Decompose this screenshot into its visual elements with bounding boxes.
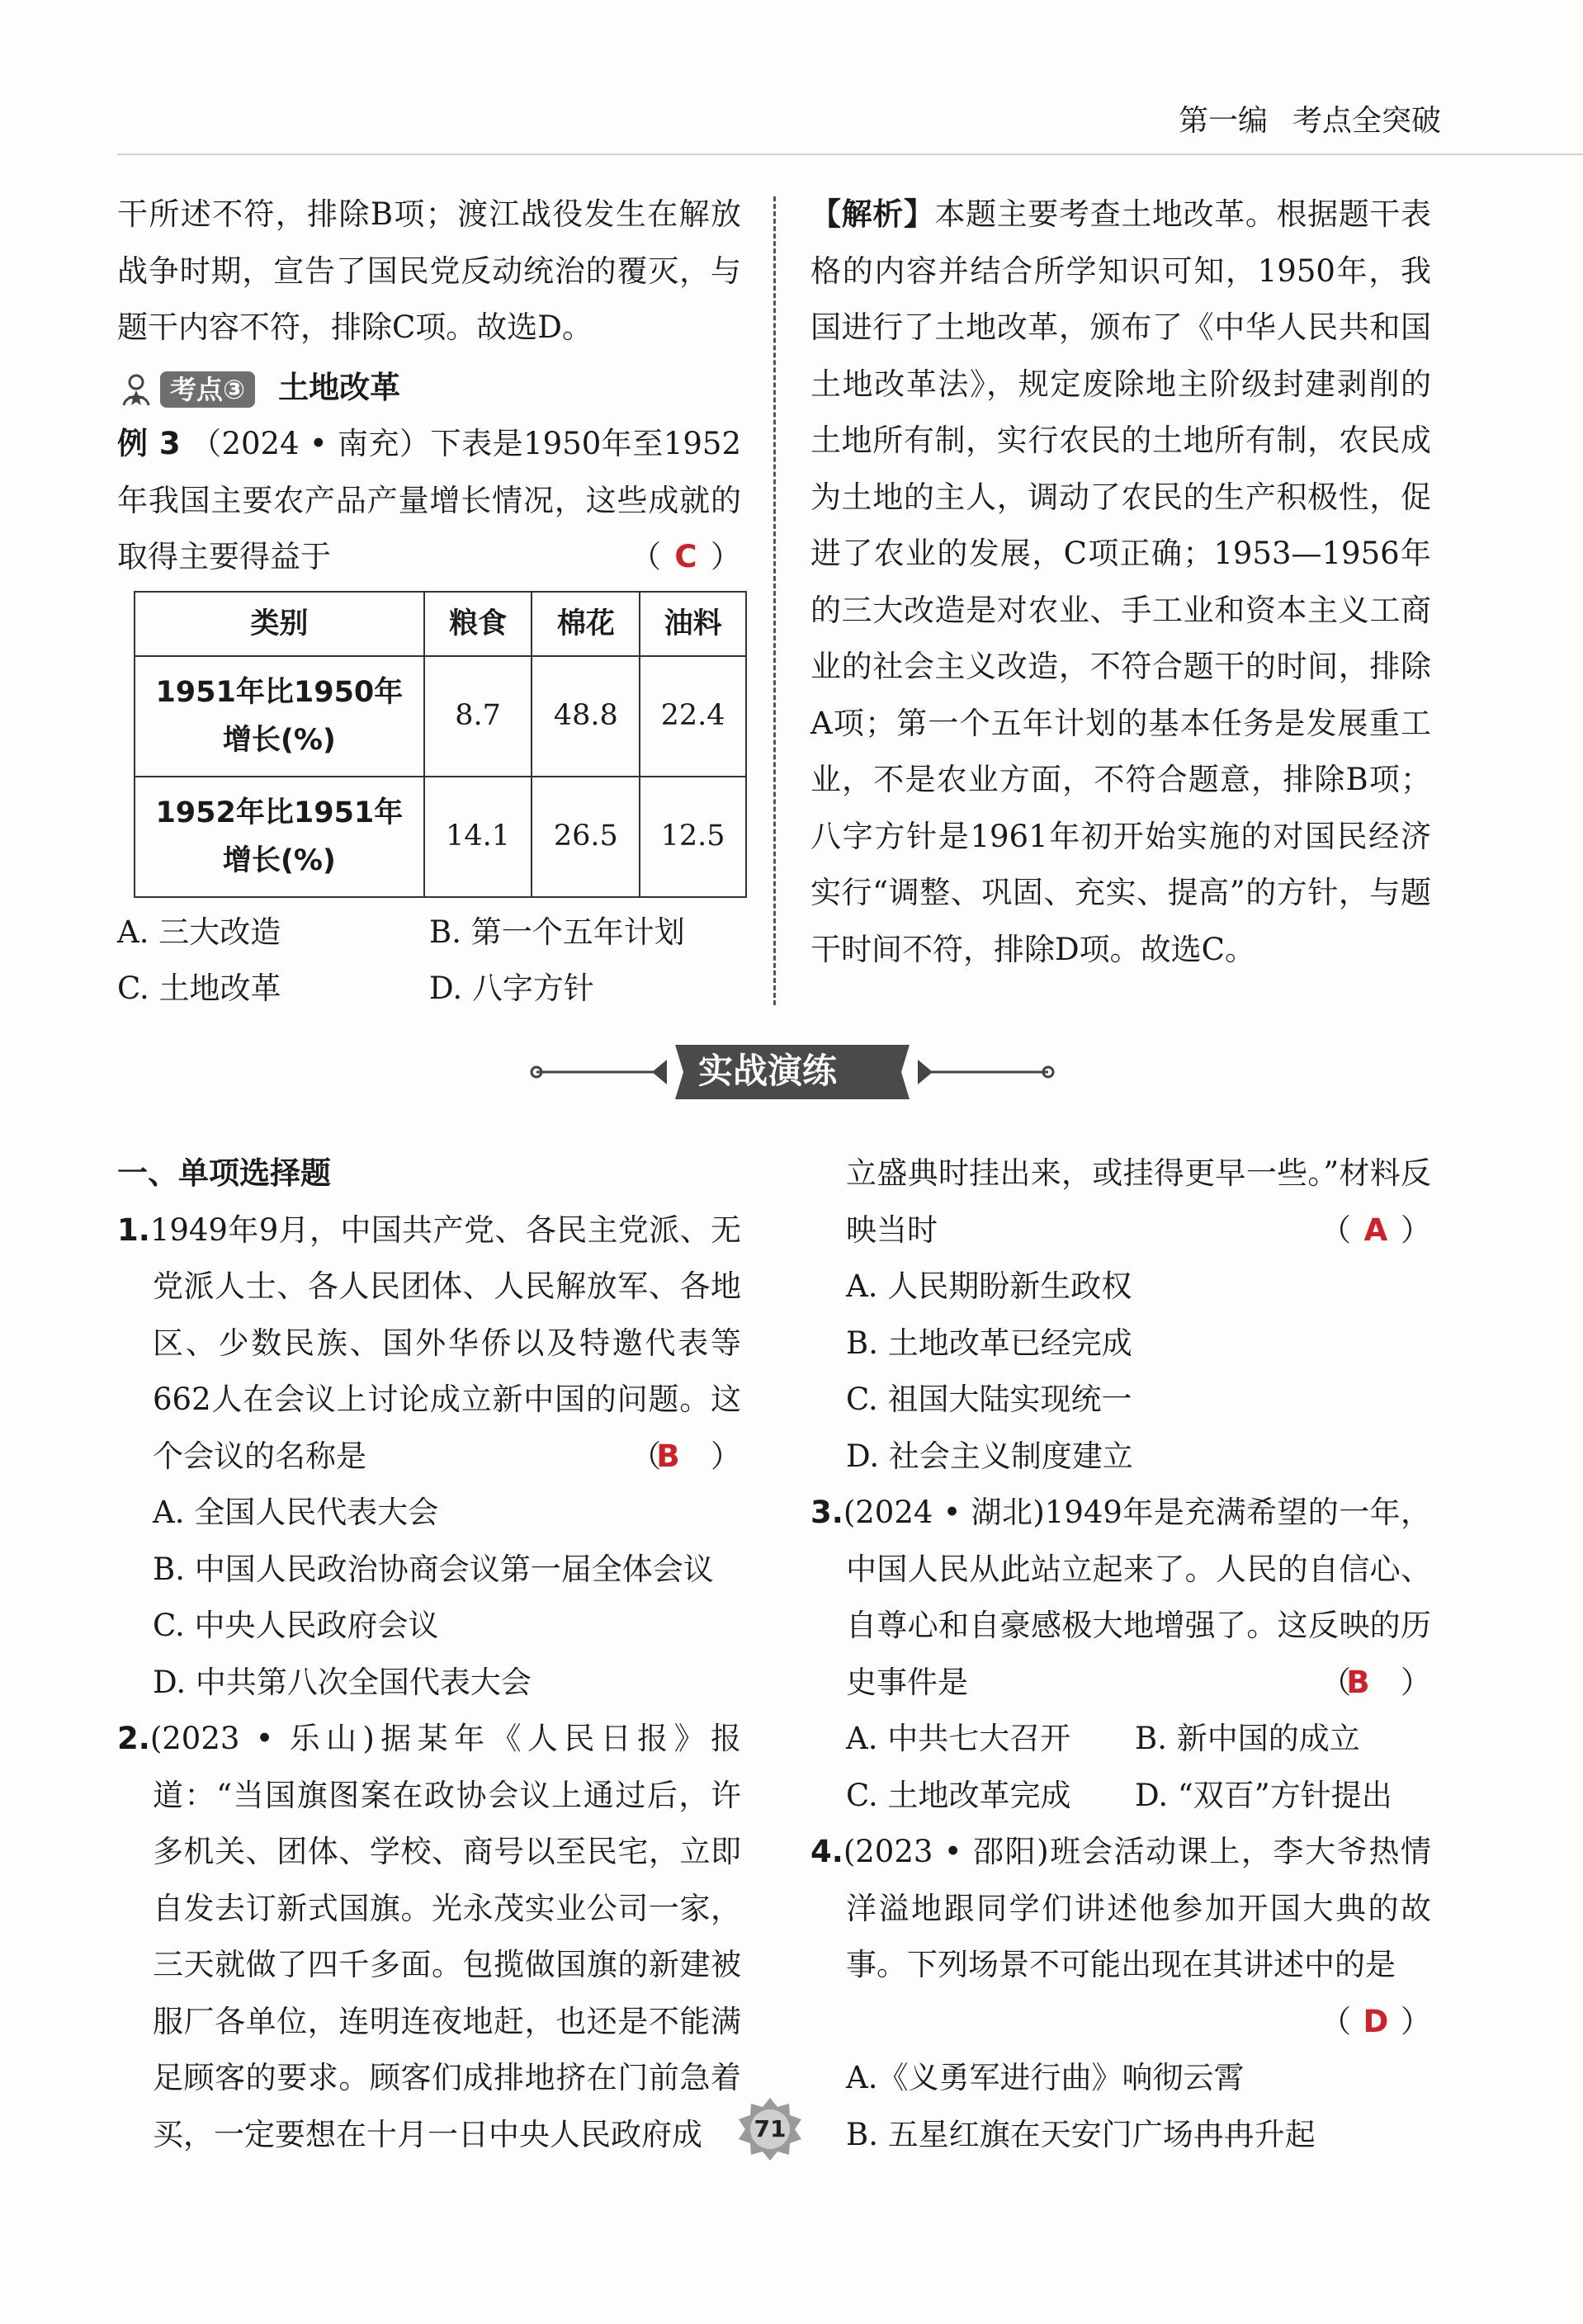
table-cell: 8.7 — [424, 656, 532, 777]
answer-paren: （ C ） — [631, 529, 741, 586]
q2-text-left: (2023 • 乐山)据某年《人民日报》报道：“当国旗图案在政协会议上通过后，许多机关、团体、学校、商号以至民宅，立即自发去订新式国旗。光永茂实业公司一家，三天就做了四千多面。包揽做国旗的新建被服厂各单位，连明连夜地赶，也还是不能满足顾客的要求。顾客们成排地挤在门前急着买，一定要想在十月一日中央人民政府成 — [149, 1721, 741, 2152]
answer-paren: （ A ） — [1321, 1202, 1431, 1259]
q2-number: 2. — [117, 1721, 150, 1756]
q1-number: 1. — [117, 1212, 150, 1248]
analysis-label: 【解析】 — [810, 196, 935, 232]
q2-option-c: C. 祖国大陆实现统一 — [846, 1382, 1132, 1417]
example-label: 例 3 — [117, 426, 181, 461]
q4-option-b: B. 五星红旗在天安门广场冉冉升起 — [846, 2116, 1316, 2152]
option-c: C. 土地改革 — [117, 971, 281, 1006]
q2-option-d: D. 社会主义制度建立 — [846, 1438, 1133, 1474]
q2-option-a: A. 人民期盼新生政权 — [846, 1268, 1132, 1304]
q1-text: 1949年9月，中国共产党、各民主党派、无党派人士、各人民团体、人民解放军、各地区、少数民族、国外华侨以及特邀代表等662人在会议上讨论成立新中国的问题。这个会议的名称是 — [149, 1212, 741, 1474]
answer-paren: （B ） — [666, 1429, 741, 1486]
page-number: 71 — [754, 2115, 787, 2142]
option-a: A. 三大改造 — [117, 914, 281, 950]
production-table — [134, 591, 747, 898]
analysis-text: 本题主要考查土地改革。根据题干表格的内容并结合所学知识可知，1950年，我国进行了土地改革，颁布了《中华人民共和国土地改革法》，规定废除地主阶级封建剥削的土地所有制，实行农民的土地所有制，农民成为土地的主人，调动了农民的生产积极性，促进了农业的发展，C项正确；1953—1956年的三大改造是对农业、手工业和资本主义工商业的社会主义改造，不符合题干的时间，排除A项；第一个五年计划的基本任务是发展重工业，不是农业方面，不符合题意，排除B项；八字方针是1961年初开始实施的对国民经济实行“调整、巩固、充实、提高”的方针，与题干时间不符，排除D项。故选C。 — [810, 196, 1432, 967]
right-top-column — [810, 187, 1431, 978]
row-label-line1: 1951年比1950年 — [155, 675, 404, 709]
running-header — [1179, 97, 1441, 139]
table-header-cell: 棉花 — [532, 592, 640, 656]
table-header-cell: 粮食 — [424, 592, 532, 656]
kaodian-badge: 考点③ — [160, 371, 255, 408]
q3-options-row — [810, 1768, 1431, 1825]
q4-number: 4. — [810, 1834, 843, 1869]
table-cell: 14.1 — [424, 777, 532, 897]
option-b: B. 第一个五年计划 — [429, 914, 685, 950]
q3-text: (2024 • 湖北)1949年是充满希望的一年，中国人民从此站立起来了。人民的自信心、自尊心和自豪感极大地增强了。这反映的历史事件是 — [843, 1495, 1431, 1700]
question-3 — [810, 1485, 1431, 1711]
table-cell: 26.5 — [532, 777, 640, 897]
q3-option-a: A. 中共七大召开 — [846, 1721, 1071, 1756]
q3-number: 3. — [810, 1495, 843, 1530]
q3-option-b: B. 新中国的成立 — [1135, 1721, 1360, 1756]
table-row-label — [135, 656, 424, 777]
table-header-row — [135, 592, 746, 656]
example-3 — [117, 416, 741, 586]
kaodian-heading — [117, 360, 741, 417]
table-row — [135, 656, 746, 777]
prev-analysis-tail: 干所述不符，排除B项；渡江战役发生在解放战争时期，宣告了国民党反动统治的覆灭，与题干内容不符，排除C项。故选D。 — [117, 196, 741, 345]
table-header-cell: 类别 — [135, 592, 424, 656]
left-bottom-column — [117, 1145, 741, 2163]
q3-options-row — [810, 1711, 1431, 1768]
q2-answer: A — [1363, 1212, 1388, 1248]
question-4 — [810, 1824, 1431, 1994]
q2-continued — [810, 1145, 1431, 1259]
answer-paren: （B ） — [1356, 1655, 1431, 1712]
q2-option-b: B. 土地改革已经完成 — [846, 1325, 1132, 1361]
right-bottom-column — [810, 1145, 1431, 2163]
question-2 — [117, 1711, 741, 2163]
q3-answer: B — [1346, 1664, 1370, 1700]
table-cell: 22.4 — [640, 656, 746, 777]
q1-option-d: D. 中共第八次全国代表大会 — [153, 1664, 532, 1700]
q2-text-right: 立盛典时挂出来，或挂得更早一些。”材料反映当时 — [846, 1155, 1431, 1248]
q3-option-c: C. 土地改革完成 — [846, 1777, 1071, 1813]
example-answer: C — [674, 539, 697, 574]
example-options-row — [117, 961, 741, 1018]
table-header-cell: 油料 — [640, 592, 746, 656]
q4-option-a: A.《义勇军进行曲》响彻云霄 — [846, 2060, 1245, 2095]
example-text: （2024 • 南充）下表是1950年至1952年我国主要农产品产量增长情况，这些成就的取得主要得益于 — [117, 426, 741, 574]
section-title: 一、单项选择题 — [117, 1155, 331, 1191]
star-person-icon — [117, 371, 155, 409]
q1-option-b: B. 中国人民政治协商会议第一届全体会议 — [153, 1551, 714, 1587]
table-cell: 48.8 — [532, 656, 640, 777]
question-1 — [117, 1202, 741, 1486]
q1-option-c: C. 中央人民政府会议 — [153, 1608, 439, 1643]
table-row-label — [135, 777, 424, 897]
answer-paren: （ D ） — [810, 1994, 1431, 2051]
header-section: 考点全突破 — [1292, 104, 1441, 138]
left-top-column — [117, 187, 741, 1018]
table-row — [135, 777, 746, 897]
option-d: D. 八字方针 — [429, 971, 594, 1006]
banner-title: 实战演练 — [697, 1051, 837, 1091]
header-part: 第一编 — [1178, 104, 1268, 138]
q1-option-a: A. 全国人民代表大会 — [153, 1495, 439, 1530]
kaodian-title: 土地改革 — [278, 369, 401, 405]
example-options-row — [117, 905, 741, 961]
q4-text: (2023 • 邵阳)班会活动课上，李大爷热情洋溢地跟同学们讲述他参加开国大典的故事。下列场景不可能出现在其讲述中的是 — [843, 1834, 1431, 1982]
row-label-line2: 增长(%) — [222, 843, 336, 877]
q1-answer: B — [656, 1438, 680, 1474]
column-divider — [773, 196, 776, 1005]
analysis-paragraph — [810, 187, 1431, 978]
q4-answer: D — [1363, 2003, 1389, 2039]
row-label-line1: 1952年比1951年 — [155, 796, 404, 829]
q3-option-d: D. “双百”方针提出 — [1135, 1777, 1392, 1813]
row-label-line2: 增长(%) — [222, 723, 336, 757]
table-cell: 12.5 — [640, 777, 746, 897]
header-rule — [117, 154, 1583, 155]
